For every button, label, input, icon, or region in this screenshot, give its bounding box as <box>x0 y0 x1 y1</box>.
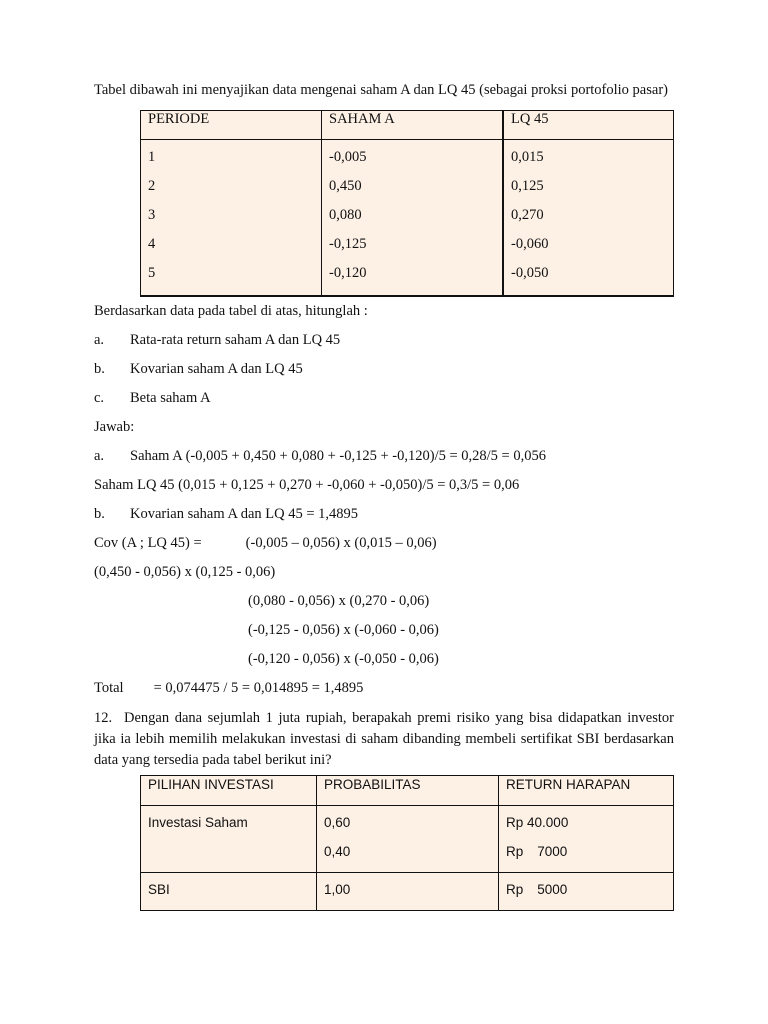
return-amount: 5000 <box>537 882 568 897</box>
question-label: a. <box>94 332 105 348</box>
cov-term: (0,450 - 0,056) x (0,125 - 0,06) <box>94 564 276 580</box>
question-label: b. <box>94 361 105 377</box>
total-line <box>94 674 674 703</box>
saham-a-column <box>322 140 504 297</box>
header-pilihan-investasi: PILIHAN INVESTASI <box>141 776 317 806</box>
answer-heading: Jawab: <box>94 419 135 435</box>
cov-term: (-0,005 – 0,056) x (0,015 – 0,06) <box>245 535 437 551</box>
return-amount: 7000 <box>537 844 568 859</box>
saham-a-cell: -0,125 <box>329 236 367 252</box>
answer-label: b. <box>94 506 105 522</box>
periode-cell: 4 <box>148 236 156 252</box>
answer-label: a. <box>94 448 105 464</box>
lq45-cell: 0,125 <box>511 178 544 194</box>
document-page <box>94 80 674 911</box>
cov-term: (-0,120 - 0,056) x (-0,050 - 0,06) <box>248 651 439 667</box>
answer-b <box>94 500 674 529</box>
header-return-harapan: RETURN HARAPAN <box>499 776 674 806</box>
saham-a-cell: -0,120 <box>329 265 367 281</box>
return-value <box>506 881 673 910</box>
saham-a-cell: -0,005 <box>329 149 367 165</box>
table-header-row <box>141 776 674 806</box>
return-value <box>506 814 673 843</box>
periode-cell: 1 <box>148 149 156 165</box>
answer-text: Saham A (-0,005 + 0,450 + 0,080 + -0,125 + -0,120)/5 = 0,28/5 = 0,056 <box>130 448 546 464</box>
periode-cell: 3 <box>148 207 156 223</box>
table-row <box>141 806 674 873</box>
probabilitas-cell <box>317 806 499 873</box>
currency-label: Rp <box>506 882 524 897</box>
saham-a-cell: 0,080 <box>329 207 362 223</box>
probabilitas-cell <box>317 873 499 911</box>
table-header-row <box>141 111 674 140</box>
periode-cell: 5 <box>148 265 156 281</box>
total-value: = 0,074475 / 5 = 0,014895 = 1,4895 <box>153 680 364 696</box>
questions-intro: Berdasarkan data pada tabel di atas, hitunglah : <box>94 303 368 319</box>
answer-text: Kovarian saham A dan LQ 45 = 1,4895 <box>130 506 359 522</box>
lq45-cell: 0,015 <box>511 149 544 165</box>
return-cell <box>499 873 674 911</box>
table-row <box>141 873 674 911</box>
return-amount: 40.000 <box>527 815 569 830</box>
pilihan-cell <box>141 806 317 873</box>
cov-label: Cov (A ; LQ 45) = <box>94 535 202 551</box>
answer-a-lq45: Saham LQ 45 (0,015 + 0,125 + 0,270 + -0,060 + -0,050)/5 = 0,3/5 = 0,06 <box>94 477 520 493</box>
periode-cell: 2 <box>148 178 156 194</box>
question-number: 12. <box>94 710 113 726</box>
pilihan-text: Investasi Saham <box>148 815 248 830</box>
saham-a-cell: 0,450 <box>329 178 362 194</box>
lq45-cell: -0,060 <box>511 236 549 252</box>
header-saham-a: SAHAM A <box>322 111 504 140</box>
header-lq45: LQ 45 <box>503 111 674 140</box>
periode-column <box>141 140 322 297</box>
header-periode: PERIODE <box>141 111 322 140</box>
question-label: c. <box>94 390 105 406</box>
probabilitas-value: 0,60 <box>324 815 351 830</box>
question-text: Kovarian saham A dan LQ 45 <box>130 361 303 377</box>
question-c <box>94 384 674 413</box>
currency-label: Rp <box>506 815 524 830</box>
lq45-cell: 0,270 <box>511 207 544 223</box>
header-probabilitas: PROBABILITAS <box>317 776 499 806</box>
probabilitas-value: 1,00 <box>324 882 351 897</box>
lq45-column <box>503 140 674 297</box>
question-text: Beta saham A <box>130 390 211 406</box>
intro-paragraph: Tabel dibawah ini menyajikan data mengenai saham A dan LQ 45 (sebagai proksi portofolio pasar) <box>94 82 668 98</box>
question-12 <box>94 708 674 771</box>
saham-lq45-table <box>140 110 674 297</box>
table-row <box>141 140 674 297</box>
return-cell <box>499 806 674 873</box>
cov-term: (0,080 - 0,056) x (0,270 - 0,06) <box>248 593 430 609</box>
cov-term: (-0,125 - 0,056) x (-0,060 - 0,06) <box>248 622 439 638</box>
question-b <box>94 355 674 384</box>
answer-a <box>94 442 674 471</box>
return-value <box>506 843 673 872</box>
currency-label: Rp <box>506 844 524 859</box>
question-12-text: Dengan dana sejumlah 1 juta rupiah, berapakah premi risiko yang bisa didapatkan investor jika ia lebih memilih melakukan investasi di saham dibanding membeli sertifikat SBI berdasarkan data yang tersedia pada tabel berikut ini? <box>94 710 674 768</box>
pilihan-text: SBI <box>148 882 170 897</box>
probabilitas-value: 0,40 <box>324 844 351 859</box>
pilihan-cell <box>141 873 317 911</box>
lq45-cell: -0,050 <box>511 265 549 281</box>
cov-line <box>94 529 674 558</box>
question-a <box>94 326 674 355</box>
investasi-table <box>140 775 674 911</box>
question-text: Rata-rata return saham A dan LQ 45 <box>130 332 341 348</box>
total-label: Total <box>94 680 124 696</box>
